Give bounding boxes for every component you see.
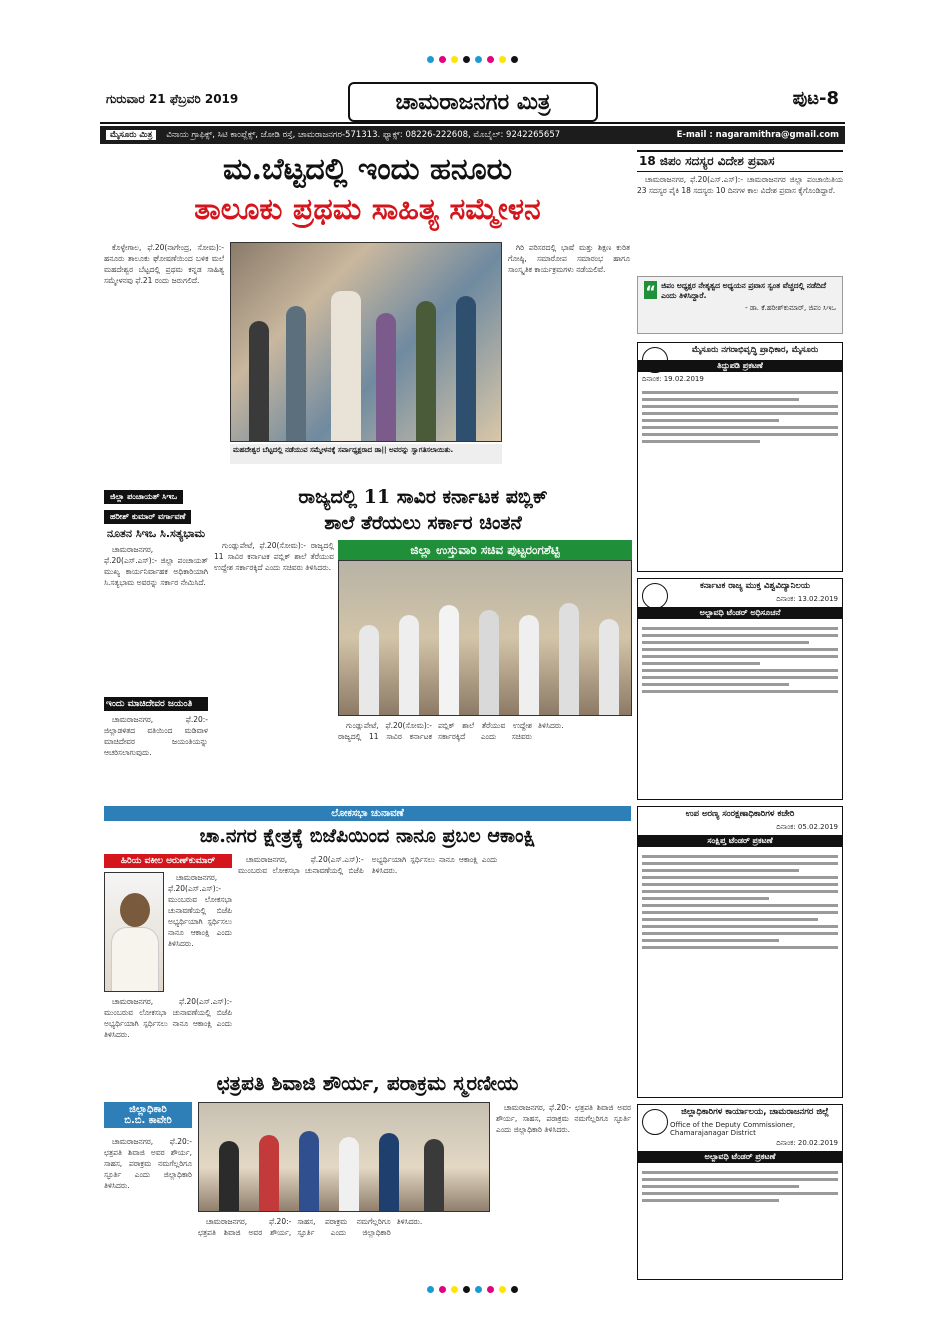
ceo-transfer-story <box>104 484 208 800</box>
tender-notice-forest <box>637 806 843 1098</box>
story-headline: ಛತ್ರಪತಿ ಶಿವಾಜಿ ಶೌರ್ಯ, ಪರಾಕ್ರಮ ಸ್ಮರಣೀಯ <box>216 1071 519 1095</box>
story-subhead: ನೂತನ ಸಿಇಒ ಸಿ.ಸತ್ಯಭಾಮ <box>106 527 206 540</box>
public-school-story <box>214 484 632 800</box>
avatar <box>120 893 150 927</box>
notice-date: ದಿನಾಂಕ: 13.02.2019 <box>776 595 838 603</box>
lead-headline-line2: ತಾಲೂಕು ಪ್ರಥಮ ಸಾಹಿತ್ಯ ಸಮ್ಮೇಳನ <box>194 192 541 227</box>
right-top-headline: 18 ಜಿಪಂ ಸದಸ್ಯರ ವಿದೇಶ ಪ್ರವಾಸ <box>637 150 843 172</box>
story-subhead-2: ಇಂದು ಮಾಚಿದೇವರ ಜಯಂತಿ <box>104 697 208 711</box>
registration-marks-bottom <box>0 1286 945 1293</box>
university-emblem-icon <box>642 583 668 609</box>
notice-office: ಮೈಸೂರು ನಗರಾಭಿವೃದ್ಧಿ ಪ್ರಾಧಿಕಾರ, ಮೈಸೂರು <box>691 345 819 355</box>
registration-marks-top <box>0 56 945 63</box>
story-tag: ಹರೀಶ್ ಕುಮಾರ್ ವರ್ಗಾವಣೆ <box>104 510 191 524</box>
tender-notice-dc-office <box>637 1104 843 1280</box>
story-body: ಗುಂಡ್ಲುಪೇಟೆ, ಫೆ.20(ಸೋಮ):- ರಾಜ್ಯದಲ್ಲಿ 11 ಸಾವಿರ ಕರ್ನಾಟಕ ಪಬ್ಲಿಕ್ ಶಾಲೆ ತೆರೆಯುವ ಉದ್ದೇಶ ಸರ್ಕಾರಕ್ಕಿದೆ ಎಂದು ಸಚಿವರು ತಿಳಿಸಿದರು. <box>214 541 334 572</box>
notice-date: ದಿನಾಂಕ: 20.02.2019 <box>776 1139 838 1147</box>
quote-text: ಜಿಪಂ ಅಧ್ಯಕ್ಷರ ನೇತೃತ್ವದ ಅಧ್ಯಯನ ಪ್ರವಾಸ ಸ್ವಂತ ವೆಚ್ಚದಲ್ಲಿ ನಡೆದಿದೆ ಎಂದು ತಿಳಿಸಿದ್ದಾರೆ. <box>661 281 827 300</box>
notice-title: ಅಲ್ಪಾವಧಿ ಟೆಂಡರ್ ಪ್ರಕಟಣೆ <box>638 1151 842 1163</box>
minister-band: ಜಿಲ್ಲಾ ಉಸ್ತುವಾರಿ ಸಚಿವ ಪುಟ್ಟರಂಗಶೆಟ್ಟಿ <box>338 540 632 561</box>
ceo-quote-box <box>637 276 843 334</box>
election-band: ಲೋಕಸಭಾ ಚುನಾವಣೆ <box>104 806 631 821</box>
notice-title: ಸಂಕ್ಷಿಪ್ತ ಟೆಂಡರ್ ಪ್ರಕಟಣೆ <box>638 835 842 847</box>
edition-label: ಮೈಸೂರು ಮಿತ್ರ <box>106 130 156 140</box>
page-number: ಪುಟ-8 <box>792 88 839 109</box>
issue-date: ಗುರುವಾರ 21 ಫೆಬ್ರವರಿ 2019 <box>106 92 239 106</box>
tender-notice-ksou <box>637 578 843 800</box>
notice-title: ತಿದ್ದುಪಡಿ ಪ್ರಕಟಣೆ <box>638 360 842 372</box>
notice-office: ಉಪ ಅರಣ್ಯ ಸಂರಕ್ಷಣಾಧಿಕಾರಿಗಳ ಕಚೇರಿ <box>685 809 795 819</box>
notice-date: ದಿನಾಂಕ: 19.02.2019 <box>642 375 704 383</box>
lead-story <box>104 150 631 478</box>
publisher-address: ವಿನಾಯ ಗ್ರಾಫಿಕ್ಸ್, ಸಿಟಿ ಕಾಂಪ್ಲೆಕ್ಸ್, ಜೋಡಿ ರಸ್ತೆ, ಚಾಮರಾಜನಗರ-571313. ಫ್ಯಾಕ್ಸ್: 08226-222608, ಮೊಬೈಲ್: 9242265657 <box>166 130 561 140</box>
lead-headline-line1: ಮ.ಬೆಟ್ಟದಲ್ಲಿ ಇಂದು ಹನೂರು <box>222 152 513 187</box>
notice-date: ದಿನಾಂಕ: 05.02.2019 <box>776 823 838 831</box>
publisher-bar <box>100 126 845 144</box>
story-headline-line2: ಶಾಲೆ ತೆರೆಯಲು ಸರ್ಕಾರ ಚಿಂತನೆ <box>324 512 522 534</box>
lead-col-3: ಗಿರಿ ಪರಿಸರದಲ್ಲಿ ಭಾಷೆ ಮತ್ತು ಶಿಕ್ಷಣ ಕುರಿತ ಗೋಷ್ಠಿ, ಸಮಾರೋಪ ಸಮಾರಂಭ ಹಾಗೂ ಸಾಂಸ್ಕೃತಿಕ ಕಾರ್ಯಕ್ರಮಗಳು ನಡೆಯಲಿವೆ. <box>508 243 630 274</box>
right-top-body: ಚಾಮರಾಜನಗರ, ಫೆ.20(ಎಸ್.ಎಸ್):- ಚಾಮರಾಜನಗರ ಜಿಲ್ಲಾ ಪಂಚಾಯಿತಿಯ 23 ಸದಸ್ಯರ ಪೈಕಿ 18 ಸದಸ್ಯರು 10 ದಿನಗಳ ಕಾಲ ವಿದೇಶ ಪ್ರವಾಸ ಕೈಗೊಂಡಿದ್ದಾರೆ. <box>637 175 843 195</box>
lead-photo-caption: ಮಹದೇಶ್ವರ ಬೆಟ್ಟದಲ್ಲಿ ನಡೆಯುವ ಸಮ್ಮೇಳನಕ್ಕೆ ಸರ್ವಾಧ್ಯಕ್ಷರಾದ ಡಾ|| ಅವರನ್ನು ಸ್ವಾಗತಿಸಲಾಯಿತು. <box>230 444 502 464</box>
story-headline-line1: ರಾಜ್ಯದಲ್ಲಿ 11 ಸಾವಿರ ಕರ್ನಾಟಕ ಪಬ್ಲಿಕ್ <box>298 486 548 508</box>
shivaji-event-photo <box>198 1102 490 1212</box>
notice-title: ಅಲ್ಪಾವಧಿ ಟೆಂಡರ್ ಅಧಿಸೂಚನೆ <box>638 607 842 619</box>
masthead <box>100 82 845 124</box>
shivaji-story <box>104 1068 631 1280</box>
notice-office-en: Office of the Deputy Commissioner, Chamarajanagar District <box>670 1121 796 1137</box>
publisher-email: E-mail : nagaramithra@gmail.com <box>676 130 839 140</box>
story-body: ಚಾಮರಾಜನಗರ, ಫೆ.20:- ಛತ್ರಪತಿ ಶಿವಾಜಿ ಅವರ ಶೌರ್ಯ, ಸಾಹಸ, ಪರಾಕ್ರಮ ನಮಗೆಲ್ಲರಿಗೂ ಸ್ಫೂರ್ತಿ ಎಂದು ಜಿಲ್ಲಾಧಿಕಾರಿ ತಿಳಿಸಿದರು. <box>104 1137 192 1190</box>
story-body: ಚಾಮರಾಜನಗರ, ಫೆ.20(ಎಸ್.ಎಸ್):- ಮುಂಬರುವ ಲೋಕಸಭಾ ಚುನಾವಣೆಯಲ್ಲಿ ಬಿಜೆಪಿ ಅಭ್ಯರ್ಥಿಯಾಗಿ ಸ್ಪರ್ಧಿಸಲು ನಾನೂ ಆಕಾಂಕ್ಷಿ ಎಂದು ತಿಳಿಸಿದರು. <box>104 997 232 1039</box>
newspaper-page <box>100 82 845 1292</box>
story-body-right: ಚಾಮರಾಜನಗರ, ಫೆ.20(ಎಸ್.ಎಸ್):- ಮುಂಬರುವ ಲೋಕಸಭಾ ಚುನಾವಣೆಯಲ್ಲಿ ಬಿಜೆಪಿ ಅಭ್ಯರ್ಥಿಯಾಗಿ ಸ್ಪರ್ಧಿಸಲು ನಾನೂ ಆಕಾಂಕ್ಷಿ ಎಂದು ತಿಳಿಸಿದರು. <box>168 873 232 948</box>
story-headline: ಚಾ.ನಗರ ಕ್ಷೇತ್ರಕ್ಕೆ ಬಿಜೆಪಿಯಿಂದ ನಾನೂ ಪ್ರಬಲ ಆಕಾಂಕ್ಷಿ <box>199 825 536 847</box>
story-body-cont: ಚಾಮರಾಜನಗರ, ಫೆ.20(ಎಸ್.ಎಸ್):- ಮುಂಬರುವ ಲೋಕಸಭಾ ಚುನಾವಣೆಯಲ್ಲಿ ಬಿಜೆಪಿ ಅಭ್ಯರ್ಥಿಯಾಗಿ ಸ್ಪರ್ಧಿಸಲು ನಾನೂ ಆಕಾಂಕ್ಷಿ ಎಂದು ತಿಳಿಸಿದರು. <box>238 855 498 875</box>
quote-mark-icon: “ <box>645 282 656 301</box>
lead-photo <box>230 242 502 442</box>
notice-office: ಕರ್ನಾಟಕ ರಾಜ್ಯ ಮುಕ್ತ ವಿಶ್ವವಿದ್ಯಾನಿಲಯ <box>699 581 811 591</box>
story-body-right: ಚಾಮರಾಜನಗರ, ಫೆ.20:- ಛತ್ರಪತಿ ಶಿವಾಜಿ ಅವರ ಶೌರ್ಯ, ಸಾಹಸ, ಪರಾಕ್ರಮ ನಮಗೆಲ್ಲರಿಗೂ ಸ್ಫೂರ್ತಿ ಎಂದು ಜಿಲ್ಲಾಧಿಕಾರಿ ತಿಳಿಸಿದರು. <box>496 1103 631 1134</box>
bjp-aspirant-story <box>104 806 631 1062</box>
tender-notice-muda <box>637 342 843 572</box>
story-body-2: ಚಾಮರಾಜನಗರ, ಫೆ.20:- ಜಿಲ್ಲಾಡಳಿತದ ವತಿಯಿಂದ ಮಡಿವಾಳ ಮಾಚಿದೇವರ ಜಯಂತಿಯನ್ನು ಆಚರಿಸಲಾಗುವುದು. <box>104 715 208 757</box>
lead-col-1: ಕೊಳ್ಳೇಗಾಲ, ಫೆ.20(ನಾಗೇಂದ್ರ, ಸೋಮ):- ಹನೂರು ತಾಲೂಕು ಘೋಷಣೆಯಿಂದ ಬಳಿಕ ಮಲೆ ಮಹದೇಶ್ವರ ಬೆಟ್ಟದಲ್ಲಿ ಪ್ರಥಮ ಕನ್ನಡ ಸಾಹಿತ್ಯ ಸಮ್ಮೇಳನವು ಫೆ.21 ರಂದು ಜರುಗಲಿದೆ. <box>104 243 224 285</box>
story-tag: ಹಿರಿಯ ವಕೀಲ ಅರುಣ್‌ಕುಮಾರ್ <box>104 854 232 868</box>
newspaper-logo: ಚಾಮರಾಜನಗರ ಮಿತ್ರ <box>348 82 598 122</box>
story-body: ಚಾಮರಾಜನಗರ, ಫೆ.20(ಎಸ್.ಎಸ್):- ಜಿಲ್ಲಾ ಪಂಚಾಯತ್ ಮುಖ್ಯ ಕಾರ್ಯನಿರ್ವಾಹಕ ಅಧಿಕಾರಿಯಾಗಿ ಸಿ.ಸತ್ಯಭಾಮ ಅವರನ್ನು ಸರ್ಕಾರ ನೇಮಿಸಿದೆ. <box>104 545 208 587</box>
dc-tag: ಜಿಲ್ಲಾಧಿಕಾರಿ ಬಿ.ಬಿ. ಕಾವೇರಿ <box>104 1102 192 1128</box>
story-body-cont: ಚಾಮರಾಜನಗರ, ಫೆ.20:- ಛತ್ರಪತಿ ಶಿವಾಜಿ ಅವರ ಶೌರ್ಯ, ಸಾಹಸ, ಪರಾಕ್ರಮ ನಮಗೆಲ್ಲರಿಗೂ ಸ್ಫೂರ್ತಿ ಎಂದು ಜಿಲ್ಲಾಧಿಕಾರಿ ತಿಳಿಸಿದರು. <box>198 1217 423 1237</box>
right-column <box>637 150 843 1280</box>
story-tag: ಜಿಲ್ಲಾ ಪಂಚಾಯತ್ ಸಿಇಒ <box>104 490 183 504</box>
government-emblem-icon <box>642 347 668 373</box>
story-body-cont: ಗುಂಡ್ಲುಪೇಟೆ, ಫೆ.20(ಸೋಮ):- ರಾಜ್ಯದಲ್ಲಿ 11 ಸಾವಿರ ಕರ್ನಾಟಕ ಪಬ್ಲಿಕ್ ಶಾಲೆ ತೆರೆಯುವ ಉದ್ದೇಶ ಸರ್ಕಾರಕ್ಕಿದೆ ಎಂದು ಸಚಿವರು ತಿಳಿಸಿದರು. <box>338 721 564 741</box>
government-emblem-icon <box>642 1109 668 1135</box>
portrait-photo <box>104 872 164 992</box>
quote-attribution: - ಡಾ. ಕೆ.ಹರೀಶ್‌ಕುಮಾರ್, ಜಿಪಂ ಸಿಇಒ <box>745 304 836 312</box>
school-event-photo <box>338 560 632 716</box>
notice-office: ಜಿಲ್ಲಾಧಿಕಾರಿಗಳ ಕಾರ್ಯಾಲಯ, ಚಾಮರಾಜನಗರ ಜಿಲ್ಲೆ <box>681 1107 829 1117</box>
